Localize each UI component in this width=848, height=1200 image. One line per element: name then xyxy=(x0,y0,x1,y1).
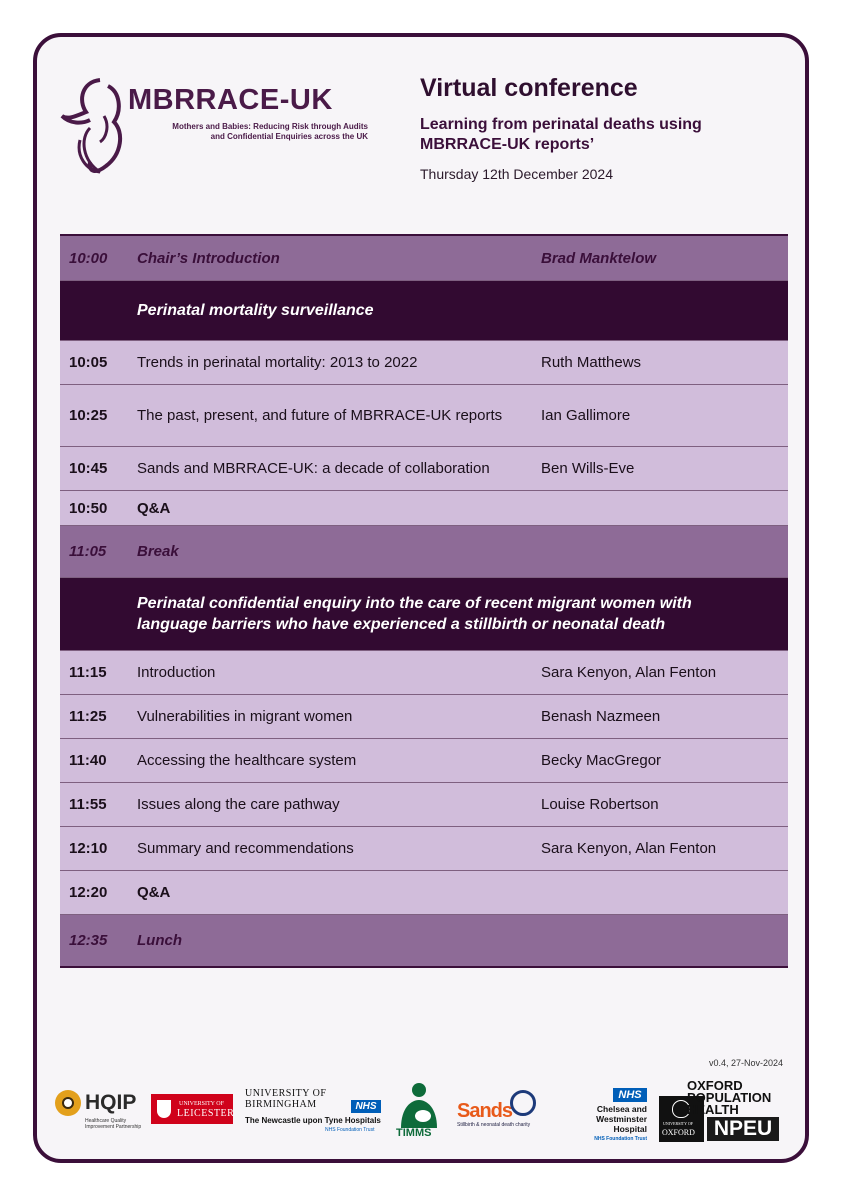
agenda-row-lunch xyxy=(60,915,788,966)
row-title: Trends in perinatal mortality: 2013 to 2022 xyxy=(137,354,418,371)
logo-tagline: Mothers and Babies: Reducing Risk through Audits and Confidential Enquiries across the UK xyxy=(172,122,368,141)
row-speaker: Ruth Matthews xyxy=(541,354,642,371)
row-title: Accessing the healthcare system xyxy=(137,752,357,769)
row-time: 11:40 xyxy=(69,752,107,769)
agenda-row-qa xyxy=(60,871,788,915)
birmingham-logo xyxy=(245,1088,326,1110)
birmingham-top: UNIVERSITY OF xyxy=(245,1088,327,1099)
mother-baby-logo-icon xyxy=(60,76,135,181)
row-time: 12:20 xyxy=(69,884,108,901)
leicester-name: LEICESTER xyxy=(177,1108,235,1119)
row-time: 11:25 xyxy=(69,708,107,725)
agenda-row xyxy=(60,341,788,385)
mbrrace-logo xyxy=(60,76,370,181)
row-time: 11:15 xyxy=(69,664,107,681)
oxford-top: UNIVERSITY OF xyxy=(663,1121,693,1126)
hqip-text: HQIP xyxy=(85,1091,137,1114)
section-title: Perinatal mortality surveillance xyxy=(137,302,374,319)
hqip-subtext: Healthcare Quality Improvement Partnership xyxy=(85,1118,142,1130)
chelsea-name: Chelsea and Westminster Hospital xyxy=(596,1104,647,1134)
newcastle-sub: NHS Foundation Trust xyxy=(325,1127,375,1133)
row-speaker: Becky MacGregor xyxy=(541,752,662,769)
section-header xyxy=(60,578,788,651)
agenda-row-break xyxy=(60,526,788,578)
leicester-shield-icon xyxy=(157,1100,171,1118)
row-time: 10:05 xyxy=(69,354,108,371)
nhs-chelsea-badge: NHS xyxy=(613,1088,647,1102)
row-speaker: Sara Kenyon, Alan Fenton xyxy=(541,664,717,681)
newcastle-name: The Newcastle upon Tyne Hospitals xyxy=(245,1116,381,1125)
chelsea-logo xyxy=(577,1104,647,1144)
leicester-top: UNIVERSITY OF xyxy=(179,1101,224,1107)
row-title: Sands and MBRRACE-UK: a decade of collaboration xyxy=(137,460,490,477)
row-title: Summary and recommendations xyxy=(137,840,354,857)
npeu-badge: NPEU xyxy=(707,1117,779,1141)
row-title: Break xyxy=(137,543,179,560)
version-label: v0.4, 27-Nov-2024 xyxy=(709,1058,784,1068)
row-title: Introduction xyxy=(137,664,216,681)
row-title: Chair’s Introduction xyxy=(137,249,280,267)
chelsea-sub: NHS Foundation Trust xyxy=(594,1136,647,1142)
row-title: Q&A xyxy=(137,884,171,901)
row-time: 10:50 xyxy=(69,499,108,517)
row-time: 10:45 xyxy=(69,460,108,477)
row-title: The past, present, and future of MBRRACE-UK reports xyxy=(137,407,503,424)
hqip-ring-icon xyxy=(55,1090,81,1116)
agenda-row xyxy=(60,783,788,827)
row-time: 12:35 xyxy=(69,932,108,949)
timms-text: TIMMS xyxy=(396,1127,432,1139)
agenda-row-chair xyxy=(60,236,788,281)
row-speaker: Benash Nazmeen xyxy=(541,708,661,725)
row-time: 10:00 xyxy=(69,249,108,267)
agenda-row-qa xyxy=(60,491,788,526)
row-title: Lunch xyxy=(137,932,182,949)
agenda-row xyxy=(60,447,788,491)
row-time: 12:10 xyxy=(69,840,108,857)
row-speaker: Sara Kenyon, Alan Fenton xyxy=(541,840,717,857)
row-time: 10:25 xyxy=(69,407,108,424)
agenda-row xyxy=(60,651,788,695)
leicester-logo xyxy=(151,1094,233,1124)
row-speaker: Ben Wills-Eve xyxy=(541,460,635,477)
conference-title: Virtual conference xyxy=(420,74,638,102)
sands-eye-icon xyxy=(510,1090,536,1116)
section-header xyxy=(60,281,788,341)
row-speaker: Ian Gallimore xyxy=(541,407,631,424)
agenda-table xyxy=(60,234,788,968)
sands-sub: Stillbirth & neonatal death charity xyxy=(457,1122,531,1128)
row-title: Q&A xyxy=(137,499,171,517)
oxford-npeu-logo xyxy=(659,1080,795,1142)
agenda-row xyxy=(60,739,788,783)
row-title: Issues along the care pathway xyxy=(137,796,340,813)
row-title: Vulnerabilities in migrant women xyxy=(137,708,353,725)
conference-subtitle: Learning from perinatal deaths using MBRRACE-UK reports’ xyxy=(420,116,702,153)
agenda-row xyxy=(60,695,788,739)
birmingham-name: BIRMINGHAM xyxy=(245,1099,317,1110)
oxford-population-health: OXFORD POPULATION HEALTH xyxy=(687,1078,772,1117)
sands-text: Sands xyxy=(457,1100,513,1122)
agenda-row xyxy=(60,385,788,447)
row-time: 11:05 xyxy=(69,543,107,560)
row-speaker: Brad Manktelow xyxy=(541,249,657,267)
agenda-row xyxy=(60,827,788,871)
oxford-name: OXFORD xyxy=(662,1128,695,1137)
nhs-newcastle-badge: NHS xyxy=(351,1100,381,1113)
row-speaker: Louise Robertson xyxy=(541,796,659,813)
section-title: Perinatal confidential enquiry into the care of recent migrant women with language barriers who have experienced a stillbirth or neonatal death xyxy=(137,595,692,633)
row-time: 11:55 xyxy=(69,796,107,813)
logo-name: MBRRACE-UK xyxy=(128,84,333,116)
partner-logos xyxy=(55,1078,795,1144)
hqip-logo xyxy=(55,1078,145,1138)
conference-date: Thursday 12th December 2024 xyxy=(420,166,613,182)
